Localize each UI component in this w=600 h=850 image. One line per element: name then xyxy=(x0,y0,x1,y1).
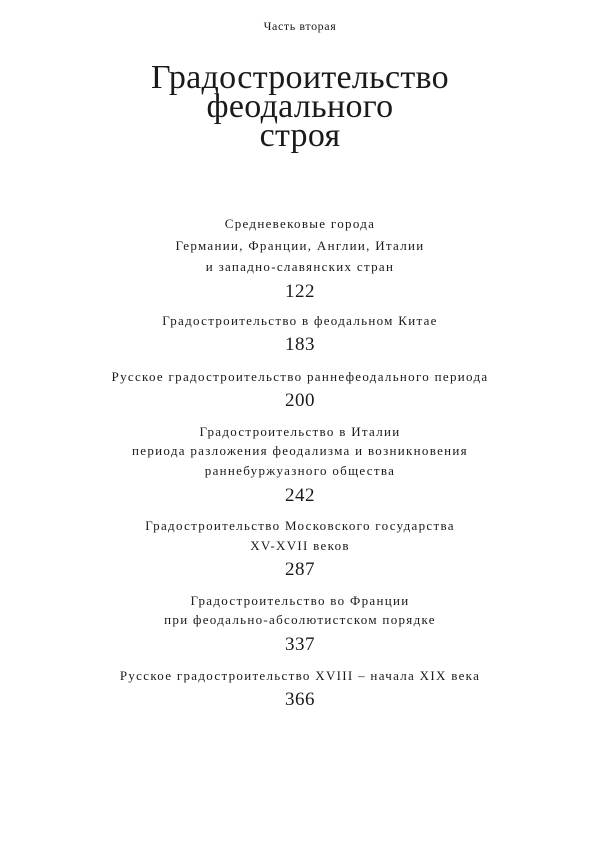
toc-entry-page-number: 337 xyxy=(285,634,315,655)
toc-entry-page-number: 122 xyxy=(285,281,315,302)
toc-entry-title-line: при феодально-абсолютистском порядке xyxy=(164,612,436,627)
toc-entry-title-line: раннебуржуазного общества xyxy=(204,463,396,478)
toc-entry-title-line: Градостроительство в феодальном Китае xyxy=(162,313,438,328)
toc-entry-page-number: 242 xyxy=(285,485,315,506)
toc-entry-title-line: периода разложения феодализма и возникновения xyxy=(132,443,468,458)
toc-entry-title-line: Русское градостроительство XVIII – начала XIX века xyxy=(119,668,481,683)
toc-entry-title-line: Германии, Франции, Англии, Италии xyxy=(175,238,425,253)
toc-entry-title-line: Градостроительство Московского государства xyxy=(145,518,455,533)
toc-entry-title-line: XV-XVII веков xyxy=(250,538,350,553)
toc-entry-page-number: 366 xyxy=(285,689,315,710)
toc-entry-page-number: 183 xyxy=(285,334,315,355)
toc-entry-title-line: Средневековые города xyxy=(224,216,376,231)
part-label: Часть вторая xyxy=(263,19,337,33)
toc-entry-title-line: Русское градостроительство раннефеодального периода xyxy=(111,369,489,384)
title-line: Градостроительство xyxy=(151,59,449,96)
toc-entry-page-number: 200 xyxy=(285,390,315,411)
toc-entry-title-line: Градостроительство во Франции xyxy=(190,593,410,608)
title-line: строя xyxy=(259,117,341,154)
toc-entry-title-line: и западно-славянских стран xyxy=(205,259,395,274)
toc-entry-page-number: 287 xyxy=(285,559,315,580)
page-title xyxy=(0,59,600,154)
title-line: феодального xyxy=(206,88,394,125)
toc-entry-title-line: Градостроительство в Италии xyxy=(199,424,401,439)
